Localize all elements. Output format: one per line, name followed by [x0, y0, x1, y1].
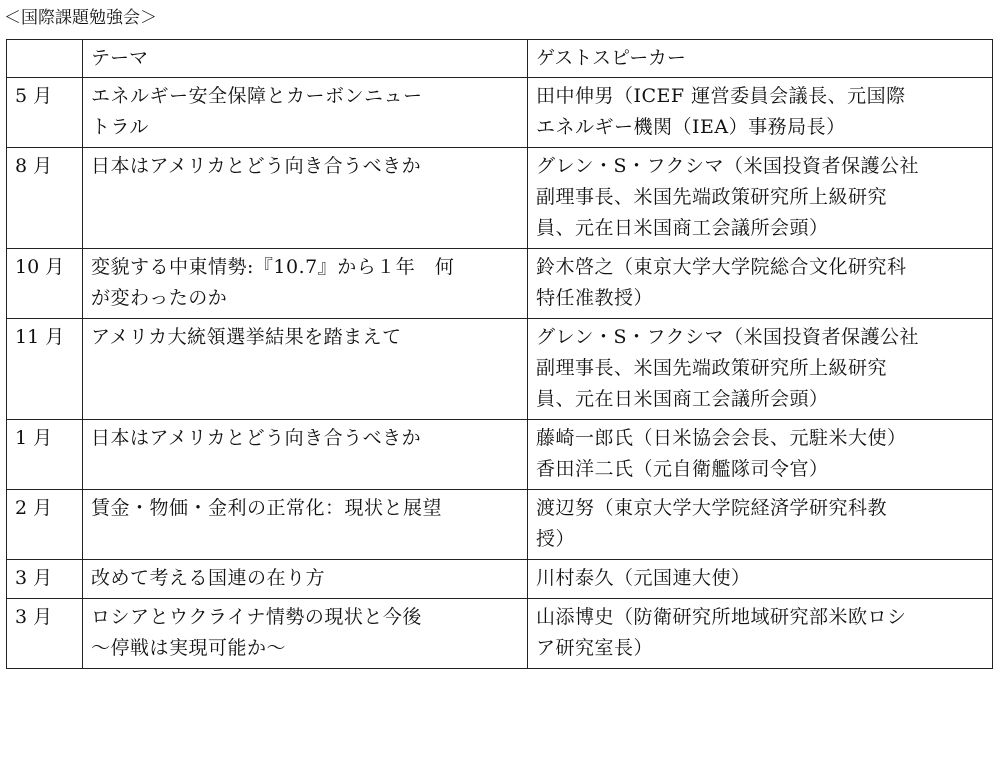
theme-line: エネルギー安全保障とカーボンニュー [91, 85, 423, 107]
speaker-line: 山添博史（防衛研究所地域研究部米欧ロシ [536, 606, 907, 628]
theme-cell [83, 490, 528, 560]
theme-line: 日本はアメリカとどう向き合うべきか [91, 427, 422, 449]
speaker-cell [528, 420, 993, 490]
speaker-line: 副理事長、米国先端政策研究所上級研究 [536, 186, 888, 208]
speaker-line: 授） [536, 528, 576, 550]
theme-cell [83, 148, 528, 249]
table-row [7, 78, 993, 148]
theme-line: ロシアとウクライナ情勢の現状と今後 [91, 606, 422, 628]
table-row [7, 420, 993, 490]
speaker-line: 副理事長、米国先端政策研究所上級研究 [536, 357, 888, 379]
speaker-line: グレン・S・フクシマ（米国投資者保護公社 [536, 155, 919, 177]
month-cell: 3 月 [7, 599, 83, 669]
speaker-cell [528, 78, 993, 148]
month-cell: 2 月 [7, 490, 83, 560]
speaker-line: ア研究室長） [536, 637, 654, 659]
speaker-line: 渡辺努（東京大学大学院経済学研究科教 [536, 497, 888, 519]
month-cell: 8 月 [7, 148, 83, 249]
theme-cell [83, 249, 528, 319]
theme-cell [83, 420, 528, 490]
theme-line: 改めて考える国連の在り方 [91, 567, 326, 589]
table-header-row [7, 40, 993, 78]
header-month [7, 40, 83, 78]
table-row [7, 599, 993, 669]
theme-line: アメリカ大統領選挙結果を踏まえて [91, 326, 402, 348]
speaker-line: 田中伸男（ICEF 運営委員会議長、元国際 [536, 85, 906, 107]
speaker-line: 香田洋二氏（元自衛艦隊司令官） [536, 458, 829, 480]
month-cell: 5 月 [7, 78, 83, 148]
theme-cell [83, 599, 528, 669]
speaker-line: 川村泰久（元国連大使） [536, 567, 751, 589]
speaker-line: 鈴木啓之（東京大学大学院総合文化研究科 [536, 256, 907, 278]
table-row [7, 249, 993, 319]
header-theme: テーマ [83, 40, 528, 78]
table-row [7, 490, 993, 560]
month-cell: 3 月 [7, 560, 83, 599]
theme-line: 〜停戦は実現可能か〜 [91, 637, 287, 659]
month-cell: 11 月 [7, 319, 83, 420]
speaker-line: 特任准教授） [536, 287, 654, 309]
speaker-cell [528, 560, 993, 599]
theme-line: 変貌する中東情勢:『10.7』から１年 何 [91, 256, 455, 278]
month-cell: 10 月 [7, 249, 83, 319]
speaker-line: 藤崎一郎氏（日米協会会長、元駐米大使） [536, 427, 907, 449]
theme-line: 日本はアメリカとどう向き合うべきか [91, 155, 422, 177]
speaker-cell [528, 490, 993, 560]
theme-cell [83, 78, 528, 148]
seminar-schedule-table [6, 39, 993, 669]
header-speaker: ゲストスピーカー [528, 40, 993, 78]
speaker-line: エネルギー機関（IEA）事務局長） [536, 116, 846, 138]
speaker-line: グレン・S・フクシマ（米国投資者保護公社 [536, 326, 919, 348]
theme-cell [83, 560, 528, 599]
theme-line: が変わったのか [91, 287, 228, 309]
theme-line: 賃金・物価・金利の正常化：現状と展望 [91, 497, 443, 519]
theme-cell [83, 319, 528, 420]
speaker-line: 員、元在日米国商工会議所会頭） [536, 388, 829, 410]
speaker-cell [528, 249, 993, 319]
table-row [7, 560, 993, 599]
table-row [7, 319, 993, 420]
table-row [7, 148, 993, 249]
speaker-cell [528, 148, 993, 249]
document-caption: ＜国際課題勉強会＞ [4, 8, 157, 28]
speaker-line: 員、元在日米国商工会議所会頭） [536, 217, 829, 239]
speaker-cell [528, 319, 993, 420]
speaker-cell [528, 599, 993, 669]
table-body [7, 78, 993, 669]
month-cell: 1 月 [7, 420, 83, 490]
theme-line: トラル [91, 116, 149, 138]
